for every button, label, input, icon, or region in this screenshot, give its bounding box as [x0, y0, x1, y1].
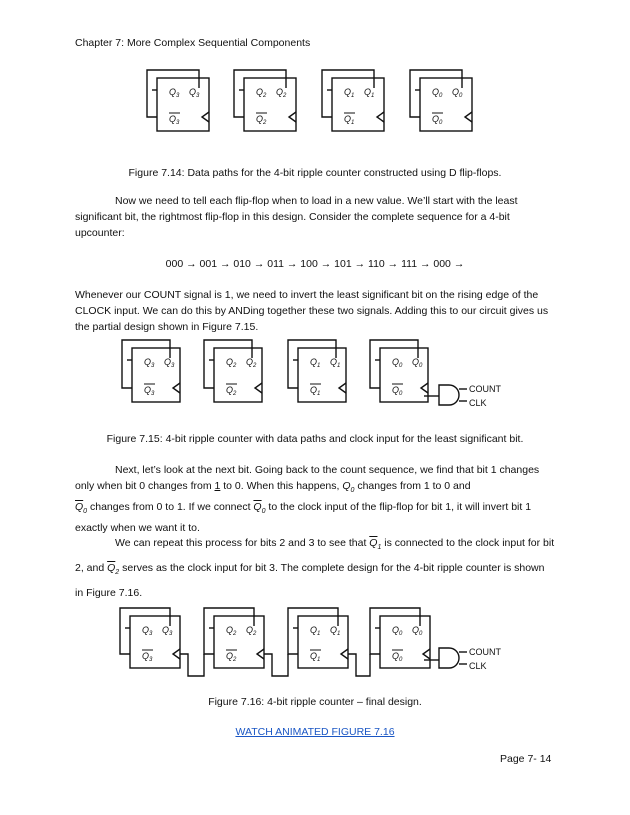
d-label: $Q_2$	[276, 87, 287, 99]
q-label: $Q_3$	[169, 87, 180, 99]
flip-flop-1	[288, 340, 346, 402]
q0-bar-symbol: $\overline{Q}_0$	[75, 501, 88, 516]
flip-flop-3	[120, 608, 180, 668]
p3-text-c: to 0. When this happens,	[220, 480, 343, 492]
clk-label: CLK	[469, 661, 487, 671]
q-label: $Q_1$	[310, 357, 321, 369]
q0-bar-symbol-2: $\overline{Q}_0$	[253, 501, 266, 516]
figure-7-16-caption: Figure 7.16: 4-bit ripple counter – final design.	[208, 696, 422, 708]
d-label: $Q_2$	[246, 625, 257, 637]
d-label: $Q_3$	[164, 357, 175, 369]
clk-label: CLK	[469, 398, 487, 408]
q-label: $Q_0$	[432, 87, 443, 99]
paragraph-1: Now we need to tell each flip-flop when to load in a new value. We’ll start with the least significant bit, the rightmost flip-flop in this design. Consider the complete sequence for a 4-bit upcounter:	[75, 195, 518, 239]
q-label: $Q_3$	[144, 357, 155, 369]
qbar-label: $Q_1$	[344, 114, 355, 126]
q-label: $Q_2$	[226, 625, 237, 637]
qbar-label: $Q_0$	[392, 385, 403, 397]
page-number: Page 7- 14	[500, 753, 552, 765]
d-label: $Q_0$	[412, 625, 423, 637]
qbar-label: $Q_1$	[310, 385, 321, 397]
flip-flop-0	[348, 608, 430, 676]
q-label: $Q_0$	[392, 625, 403, 637]
d-label: $Q_3$	[189, 87, 200, 99]
flip-flop-2	[234, 70, 296, 131]
p4-text-c: serves as the clock input for bit 3. The complete design for the 4-bit ripple counter is shown in Figure 7.16.	[75, 562, 545, 600]
figure-7-15	[0, 344, 630, 414]
q1-bar-symbol: $\overline{Q}_1$	[369, 537, 382, 552]
figure-7-15-caption: Figure 7.15: 4-bit ripple counter with data paths and clock input for the least significant bit.	[106, 433, 524, 445]
d-label: $Q_1$	[330, 357, 341, 369]
flip-flop-3	[147, 70, 209, 131]
and-gate	[439, 648, 459, 668]
count-sequence: 000 → 001 → 010 → 011 → 100 → 101 → 110 → 111 → 000 →	[165, 258, 465, 270]
paragraph-4	[75, 533, 555, 603]
qbar-label: $Q_0$	[392, 651, 403, 663]
count-label: COUNT	[469, 647, 501, 657]
p3-text-e: changes from 0 to 1. If we connect	[87, 501, 254, 514]
q-label: $Q_1$	[344, 87, 355, 99]
flip-flop-1	[322, 70, 384, 131]
and-gate	[439, 385, 459, 405]
q-label: $Q_2$	[226, 357, 237, 369]
figure-7-16	[0, 604, 630, 679]
flip-flop-3	[122, 340, 180, 402]
d-label: $Q_1$	[330, 625, 341, 637]
paragraph-2: Whenever our COUNT signal is 1, we need to invert the least significant bit on the rising edge of the CLOCK input. We can do this by ANDing together these two signals. Adding this to our circuit gives us the partial design shown in Figure 7.15.	[75, 289, 549, 333]
flip-flop-0	[370, 340, 428, 402]
d-label: $Q_0$	[452, 87, 463, 99]
qbar-label: $Q_1$	[310, 651, 321, 663]
flip-flop-2	[204, 340, 262, 402]
flip-flop-0	[410, 70, 472, 131]
qbar-label: $Q_2$	[256, 114, 267, 126]
flip-flop-2	[180, 608, 264, 676]
watch-animated-figure-link[interactable]: WATCH ANIMATED FIGURE 7.16	[235, 726, 395, 738]
d-label: $Q_0$	[412, 357, 423, 369]
d-label: $Q_3$	[162, 625, 173, 637]
p4-text-a: We can repeat this process for bits 2 and 3 to see that	[115, 537, 370, 549]
qbar-label: $Q_3$	[144, 385, 155, 397]
qbar-label: $Q_2$	[226, 651, 237, 663]
qbar-label: $Q_2$	[226, 385, 237, 397]
q0-symbol: $Q_0$	[342, 480, 355, 495]
page-header: Chapter 7: More Complex Sequential Components	[75, 37, 311, 49]
p4-text-b: is connected to the clock input for bit 2, and	[75, 537, 555, 575]
p3-underlined-1: 1	[214, 480, 221, 492]
p3-text-d: changes from 1 to 0 and	[354, 480, 471, 492]
p3-text-f: to the clock input of the flip-flop for bit 1, it will invert bit 1 exactly when we want it to.	[75, 501, 532, 535]
q-label: $Q_3$	[142, 625, 153, 637]
qbar-label: $Q_3$	[169, 114, 180, 126]
figure-7-14	[0, 70, 630, 145]
qbar-label: $Q_3$	[142, 651, 153, 663]
q-label: $Q_1$	[310, 625, 321, 637]
figure-7-14-caption: Figure 7.14: Data paths for the 4-bit ripple counter constructed using D flip-flops.	[128, 167, 502, 179]
paragraph-3	[75, 462, 555, 536]
flip-flop-1	[264, 608, 348, 676]
q-label: $Q_2$	[256, 87, 267, 99]
qbar-label: $Q_0$	[432, 114, 443, 126]
p3-text-a: Next, let’s look at the next bit. Going back to the count sequence, we find that bit 1 changes only when bit 0 changes from	[75, 464, 540, 492]
d-label: $Q_1$	[364, 87, 375, 99]
count-label: COUNT	[469, 384, 501, 394]
q-label: $Q_0$	[392, 357, 403, 369]
d-label: $Q_2$	[246, 357, 257, 369]
q2-bar-symbol: $\overline{Q}_2$	[107, 562, 120, 577]
